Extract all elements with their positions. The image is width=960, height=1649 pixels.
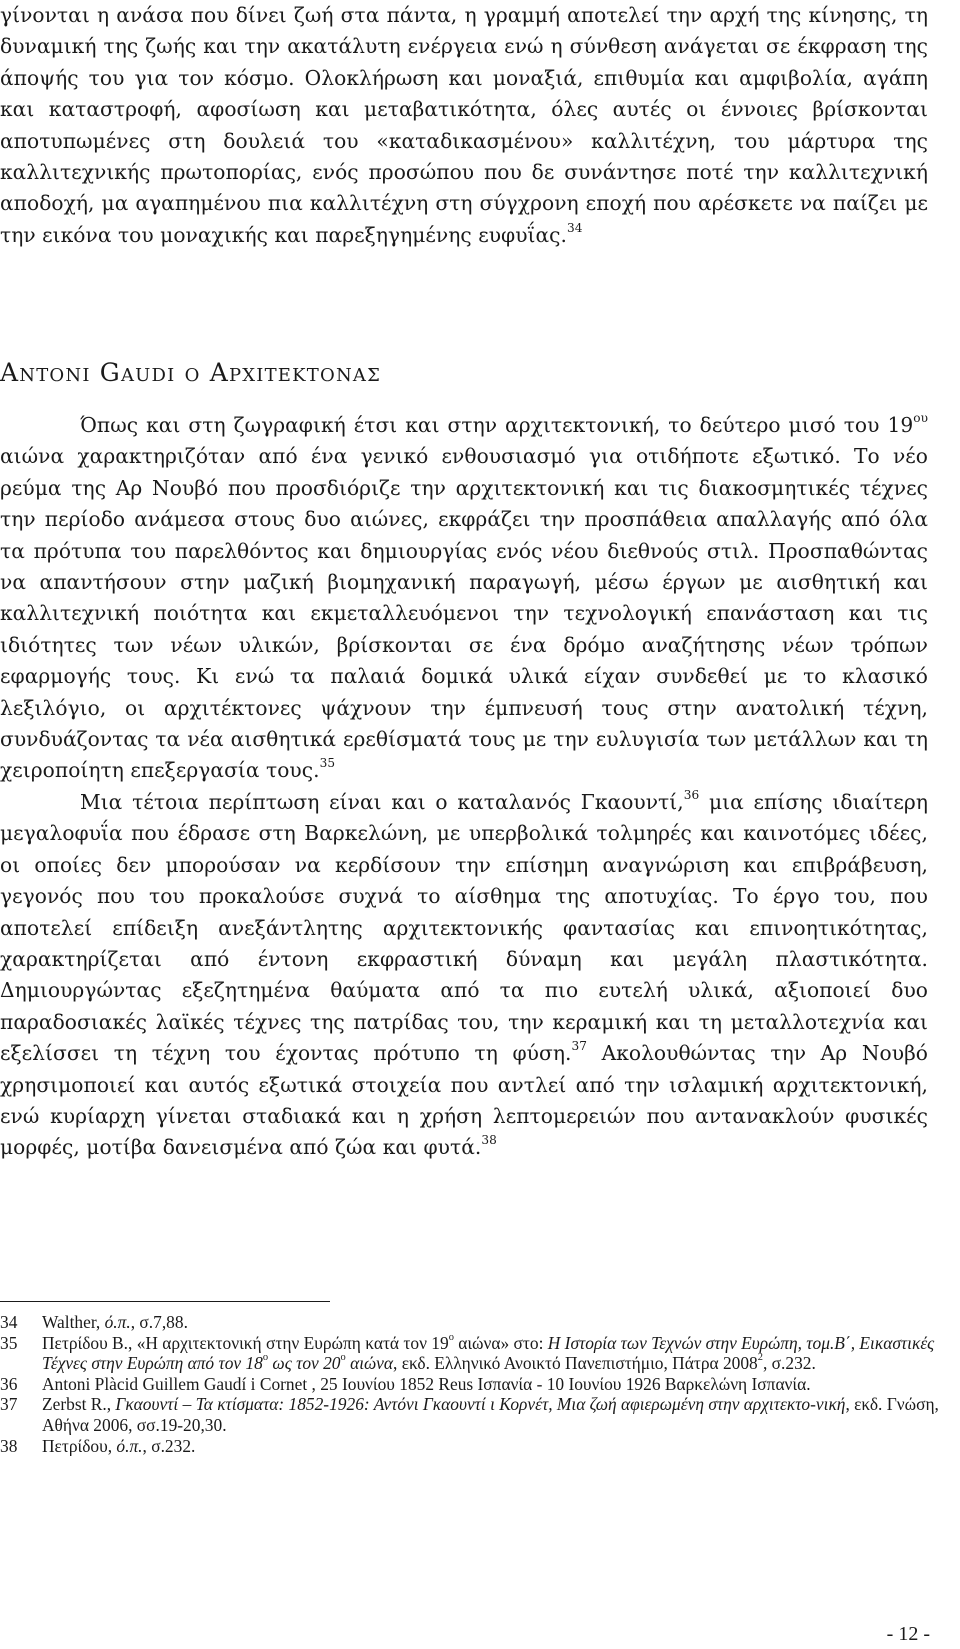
footnote-text: Πετρίδου Β., «Η αρχιτεκτονική στην Ευρώπη κατά τον $19^o$ αιώνα» στο: Η Ιστορία των Τεχνών στην Ευρώπη, τομ.Β΄, Εικαστικές Τέχνες στην Ευρώπη από τον $18^o$ ως τον $20^o$ αιώνα, εκδ. Ελληνικό Ανοικτό Πανεπιστήμιο, Πάτρα 2008$^2$, σ.232. <box>42 1331 935 1374</box>
footnote-37 <box>0 1394 945 1435</box>
footnote-ref-35[interactable]: 35 <box>319 756 336 771</box>
ordinal-suffix: ου <box>913 410 928 425</box>
paragraph-text: μια επίσης ιδιαίτερη μεγαλοφυΐα που έδρασε στη Βαρκελώνη, με υπερβολικά τολμηρές και καινοτόμες ιδέες, οι οποίες δεν μπορούσαν να κερδίσουν την επίσημη αναγνώριση και επιβράβευση, γεγονός που του προκαλούσε συχνά το αίσθημα της αποτυχίας. Το έργο του, που αποτελεί επίδειξη ανεξάντλητης αρχιτεκτονικής φαντασίας και επινοητικότητας, χαρακτηρίζεται από έντονη εκφραστική δύναμη και μεγάλη πλαστικότητα. Δημιουργώντας εξεζητημένα θαύματα από τα πιο ευτελή υλικά, αξιοποιεί δυο παραδοσιακές λαϊκές τέχνες της πατρίδας του, την κεραμική και τη μεταλλοτεχνία και εξελίσσει τη τέχνη του έχοντας πρότυπο τη φύση. <box>0 789 928 1066</box>
footnote-number: 37 <box>0 1394 18 1415</box>
page-number: - 12 - <box>886 1623 930 1645</box>
footnote-34 <box>0 1312 945 1333</box>
footnote-text: Πετρίδου, ό.π., σ.232. <box>42 1435 196 1456</box>
footnote-ref-37[interactable]: 37 <box>571 1038 587 1053</box>
footnote-36 <box>0 1374 945 1395</box>
footnote-number: 36 <box>0 1373 18 1394</box>
section-heading: Antoni Gaudi ο Αρχιτεκτονας <box>0 358 382 387</box>
paragraph-text: αιώνα χαρακτηριζόταν από ένα γενικό ενθουσιασμό για οτιδήποτε εξωτικό. Το νέο ρεύμα της Αρ Νουβό που προσδιόριζε την αρχιτεκτονική και τις διακοσμητικές τέχνες την περίοδο ανάμεσα στους δυο αιώνες, εκφράζει την προσπάθεια απαλλαγής από όλα τα πρότυπα του παρελθόντος και δημιουργίας ενός νέου διεθνούς στιλ. Προσπαθώντας να απαντήσουν στην μαζική βιομηχανική παραγωγή, μέσω έργων με αισθητική και καλλιτεχνική ποιότητα και εκμεταλλευόμενοι την τεχνολογική επανάσταση και τις ιδιότητες των νέων υλικών, βρίσκονται σε ένα δρόμο αναζήτησης νέων τρόπων εφαρμογής τους. Κι ενώ τα παλαιά δομικά υλικά είχαν συνδεθεί με το κλασικό λεξιλόγιο, οι αρχιτέκτονες ψάχνουν την έμπνευσή τους στην ανατολική τέχνη, συνδυάζοντας τα νέα αισθητικά ερεθίσματά τους με την ευλυγισία των μετάλλων και τη χειροποίητη επεξεργασία τους. <box>0 444 928 783</box>
section-body <box>0 410 928 1164</box>
footnote-ref-36[interactable]: 36 <box>683 787 700 802</box>
footnote-text: Walther, ό.π., σ.7,88. <box>42 1312 188 1332</box>
footnote-number: 35 <box>0 1332 18 1353</box>
paragraph-text: Μια τέτοια περίπτωση είναι και ο καταλανός Γκαουντί, <box>80 789 684 814</box>
footnote-text: Zerbst R., Γκαουντί – Τα κτίσματα: 1852-1926: Αντόνι Γκαουντί ι Κορνέτ, Μια ζωή αφιερωμένη στην αρχιτεκτο-νική, εκδ. Γνώση, Αθήνα 2006, σσ.19-20,30. <box>42 1394 939 1435</box>
footnote-ref-38[interactable]: 38 <box>481 1133 497 1148</box>
footnote-ref-34[interactable]: 34 <box>567 220 583 235</box>
paragraph-text: Όπως και στη ζωγραφική έτσι και στην αρχιτεκτονική, το δεύτερο μισό του 19 <box>80 413 914 437</box>
paragraph-text: Ακολουθώντας την Αρ Νουβό χρησιμοποιεί και αυτός εξωτικά στοιχεία που αντλεί από την ισλαμική αρχιτεκτονική, ενώ κυρίαρχη γίνεται σταδιακά και η χρήση λεπτομερειών που αντανακλούν φυσικές μορφές, μοτίβα δανεισμένα από ζώα και φυτά. <box>0 1041 928 1160</box>
footnote-number: 38 <box>0 1435 18 1456</box>
footnote-number: 34 <box>0 1312 18 1332</box>
paragraph-art-nouveau <box>0 410 928 787</box>
footnote-text: Antoni Plàcid Guillem Gaudí i Cornet , 25 Ιουνίου 1852 Reus Ισπανία - 10 Ιουνίου 1926 Βαρκελώνη Ισπανία. <box>42 1373 811 1394</box>
footnote-separator <box>0 1301 330 1302</box>
footnote-38 <box>0 1436 945 1457</box>
intro-paragraph <box>0 0 928 251</box>
paragraph-gaudi <box>0 787 928 1164</box>
footnotes <box>0 1312 945 1456</box>
footnote-35 <box>0 1333 945 1374</box>
intro-text: γίνονται η ανάσα που δίνει ζωή στα πάντα, η γραμμή αποτελεί την αρχή της κίνησης, τη δυναμική της ζωής και την ακατάλυτη ενέργεια ενώ η σύνθεση ανάγεται σε έκφραση της άποψής του για τον κόσμο. Ολοκλήρωση και μοναξιά, επιθυμία και αμφιβολία, αγάπη και καταστροφή, αφοσίωση και μεταβατικότητα, όλες αυτές οι έννοιες βρίσκονται αποτυπωμένες στη δουλειά του «καταδικασμένου» καλλιτέχνη, του μάρτυρα της καλλιτεχνικής πρωτοπορίας, ενός προσώπου που δε συνάντησε ποτέ την καλλιτεχνική αποδοχή, μα αγαπημένου πια καλλιτέχνη στη σύγχρονη εποχή που αρέσκετε να παίζει με την εικόνα του μοναχικής και παρεξηγημένης ευφυΐας. <box>0 3 928 247</box>
